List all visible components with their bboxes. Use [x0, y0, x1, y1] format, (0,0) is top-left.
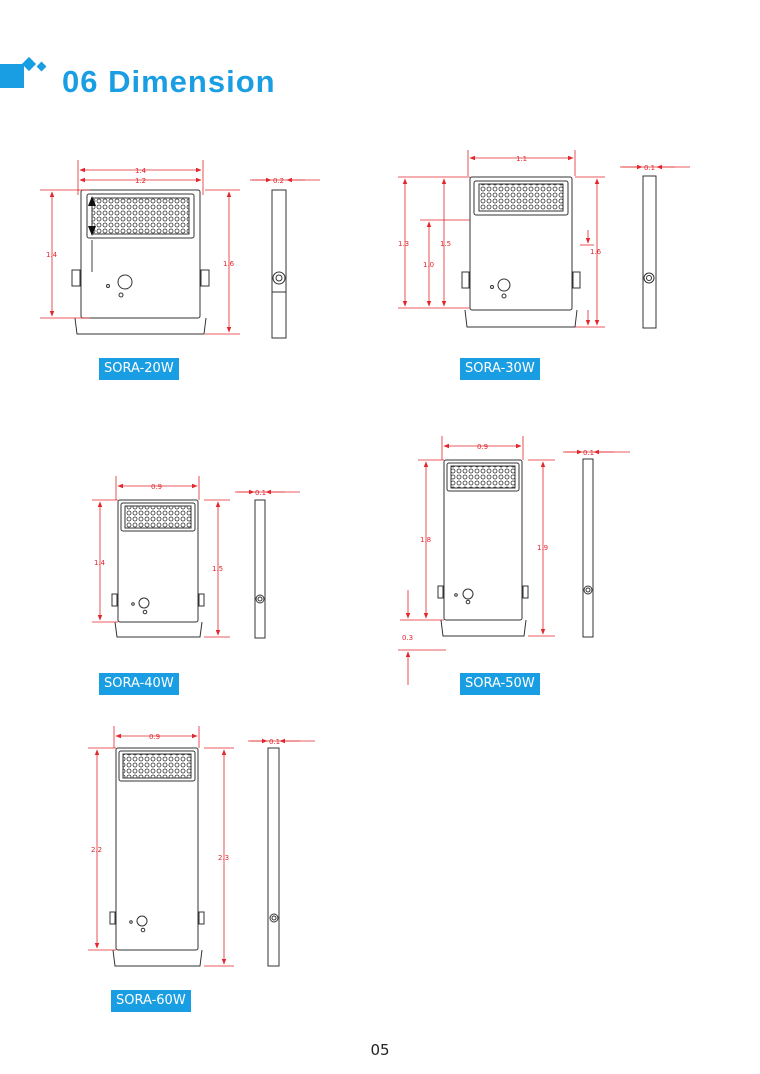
page-title: 06 Dimension [62, 64, 276, 99]
sora-30w-width: 1.1 [516, 155, 528, 163]
sora-20w-side-depth: 0.2 [273, 177, 285, 185]
sora-50w-width: 0.9 [477, 443, 489, 451]
sora-40w-width: 0.9 [151, 483, 163, 491]
sora-60w-height-body: 2.2 [91, 846, 103, 854]
sora-20w-side-view [272, 190, 286, 338]
sora-30w-height-body: 1.3 [398, 240, 410, 248]
sora-60w-side-depth: 0.1 [269, 738, 281, 746]
sora-60w-side-view [268, 748, 279, 966]
model-label-sora-40w: SORA-40W [99, 673, 179, 695]
page-number: 05 [370, 1041, 390, 1059]
sora-30w-height-mount: 1.0 [423, 261, 435, 269]
sora-30w-height-module: 1.5 [440, 240, 452, 248]
sora-30w-side-depth: 0.1 [644, 164, 656, 172]
sora-40w-side-view [255, 500, 265, 638]
sora-20w-front-view [72, 190, 209, 334]
sora-20w-height-total: 1.6 [223, 260, 235, 268]
sora-50w-bracket-offset: 0.3 [402, 634, 414, 642]
sora-60w-width: 0.9 [149, 733, 161, 741]
sora-50w-front-view [438, 460, 528, 636]
sora-40w-height-total: 1.5 [212, 565, 224, 573]
sora-20w-height-body: 1.4 [46, 251, 58, 259]
sora-20w-width-outer: 1.4 [135, 167, 147, 175]
model-label-sora-50w: SORA-50W [460, 673, 540, 695]
model-label-sora-20w: SORA-20W [99, 358, 179, 380]
model-label-sora-60w: SORA-60W [111, 990, 191, 1012]
sora-50w-side-view [583, 459, 593, 637]
sora-40w-side-depth: 0.1 [255, 489, 267, 497]
sora-50w-height-total: 1.9 [537, 544, 549, 552]
model-label-sora-30w: SORA-30W [460, 358, 540, 380]
sora-40w-front-view [112, 500, 204, 637]
sora-60w-front-view [110, 748, 204, 966]
sora-50w-height-body: 1.8 [420, 536, 432, 544]
sora-20w-width-inner: 1.2 [135, 177, 147, 185]
sora-30w-side-view [643, 176, 656, 328]
sora-60w-height-total: 2.3 [218, 854, 230, 862]
sora-30w-height-total: 1.6 [590, 248, 602, 256]
sora-40w-height-body: 1.4 [94, 559, 106, 567]
sora-30w-front-view [462, 177, 580, 327]
sora-50w-side-depth: 0.1 [583, 449, 595, 457]
